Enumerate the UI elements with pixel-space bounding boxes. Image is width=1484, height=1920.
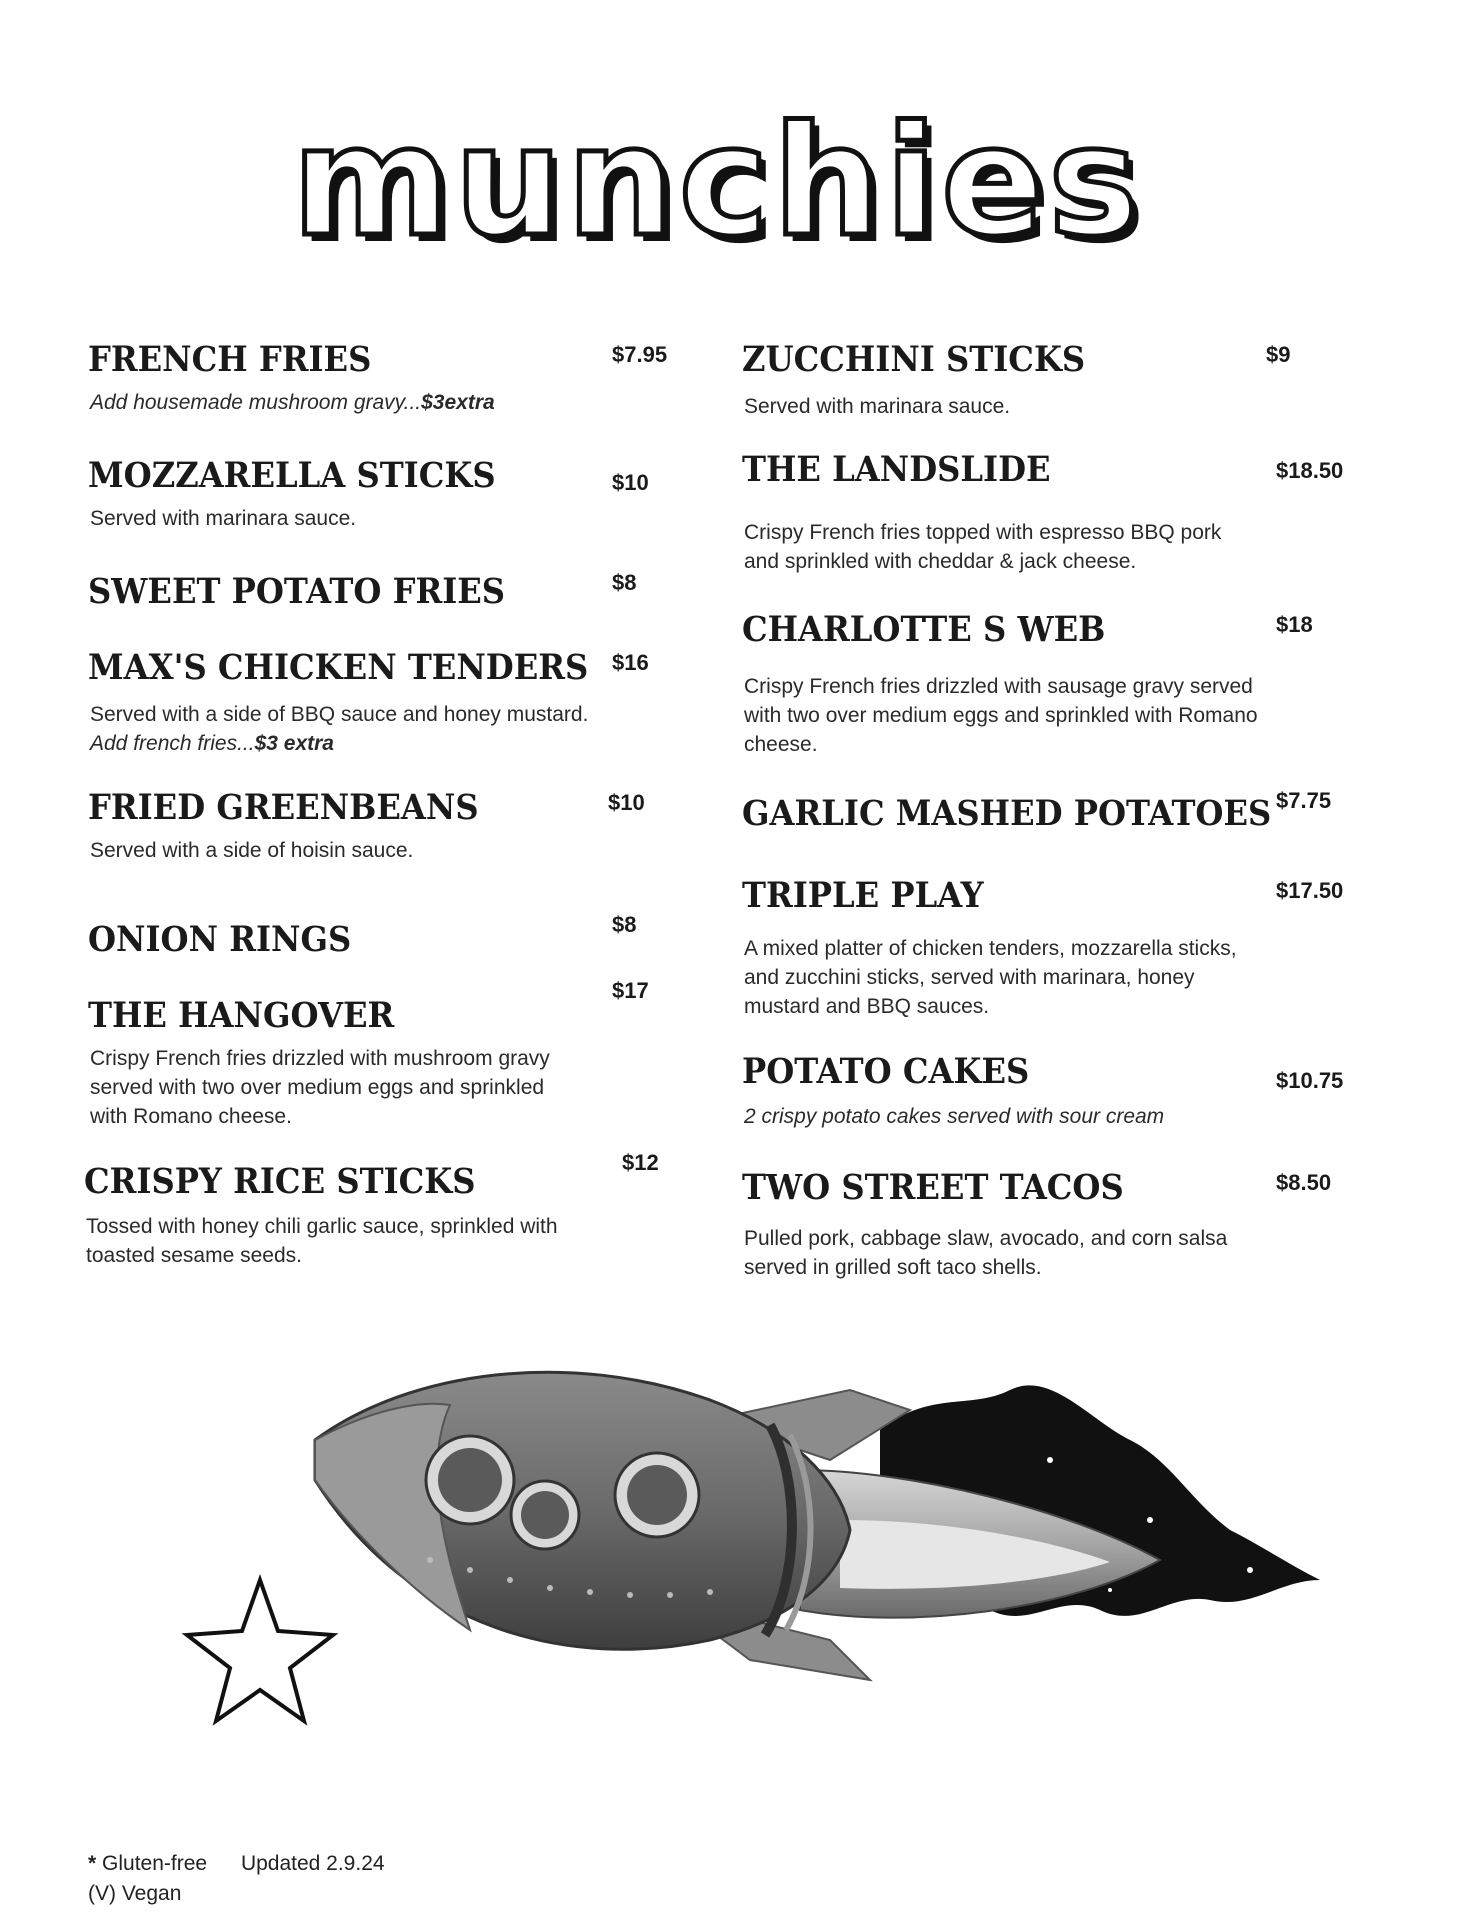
item-description: A mixed platter of chicken tenders, mozzarella sticks, and zucchini sticks, served with marinara, honey mustard and BBQ sauces. [744,937,1237,1018]
menu-item [88,572,678,622]
gluten-free-label: Gluten-free [102,1852,208,1875]
item-name: FRENCH FRIES [88,339,372,380]
footer-legend [88,1850,385,1878]
item-price: $8 [612,570,637,595]
item-description: Crispy French fries drizzled with mushroom gravy served with two over medium eggs and sprinkled with Romano cheese. [90,1047,550,1128]
menu-item [742,788,1362,844]
item-description: Served with marinara sauce. [744,395,1011,418]
rocket-illustration [150,1330,1350,1750]
item-note: Add french fries...$3 extra [90,732,334,755]
item-description: Served with marinara sauce. [90,507,357,530]
item-price: $10 [608,790,645,815]
item-description: Tossed with honey chili garlic sauce, sprinkled with toasted sesame seeds. [86,1215,558,1267]
item-price: $17.50 [1276,878,1344,903]
item-description: Crispy French fries topped with espresso BBQ pork and sprinkled with cheddar & jack cheese. [744,521,1222,573]
item-name: MAX'S CHICKEN TENDERS [88,647,589,688]
item-note: 2 crispy potato cakes served with sour cream [744,1105,1165,1128]
item-name: ONION RINGS [88,919,352,960]
item-price: $8 [612,912,637,937]
menu-item [88,340,678,420]
menu-item [84,1150,684,1272]
item-name: CRISPY RICE STICKS [84,1161,476,1202]
updated-date: Updated 2.9.24 [240,1852,385,1875]
item-description: Served with a side of hoisin sauce. [90,839,414,862]
menu-item [88,456,678,536]
menu-item [742,1052,1362,1132]
star-outline-icon [187,1580,333,1721]
item-price: $18.50 [1276,458,1344,483]
menu-item [742,450,1362,580]
item-price: $17 [612,978,649,1003]
vegan-legend: (V) Vegan [88,1882,182,1905]
item-name: MOZZARELLA STICKS [88,455,496,496]
item-name: THE LANDSLIDE [742,449,1051,490]
porthole-icon [511,1481,579,1549]
menu-title: munchies [292,93,1143,270]
item-name: FRIED GREENBEANS [88,787,479,828]
menu-item [742,610,1362,760]
item-price: $8.50 [1276,1170,1332,1195]
menu-item [742,1168,1362,1288]
item-price: $9 [1266,342,1291,367]
item-name: TWO STREET TACOS [742,1167,1124,1208]
item-price: $10.75 [1276,1068,1344,1093]
item-name: THE HANGOVER [88,995,395,1036]
menu-item [88,912,678,970]
item-name: ZUCCHINI STICKS [742,339,1086,380]
item-price: $7.95 [612,342,668,367]
item-name: TRIPLE PLAY [742,875,984,916]
item-name: POTATO CAKES [742,1051,1030,1092]
item-price: $18 [1276,612,1313,637]
item-name: SWEET POTATO FRIES [88,571,506,612]
menu-item [742,340,1362,420]
menu-item [88,648,678,758]
item-name: CHARLOTTE S WEB [742,609,1106,650]
item-price: $12 [622,1150,659,1175]
item-name: GARLIC MASHED POTATOES [742,793,1272,834]
item-price: $10 [612,470,649,495]
item-price: $16 [612,650,649,675]
porthole-icon [426,1436,514,1524]
item-price: $7.75 [1276,788,1332,813]
porthole-icon [615,1453,699,1537]
menu-item [742,876,1362,1016]
item-description: Served with a side of BBQ sauce and honey mustard. [90,703,589,726]
gluten-free-symbol: * [88,1852,97,1875]
menu-item [88,978,678,1136]
menu-item [88,788,678,868]
item-description: Pulled pork, cabbage slaw, avocado, and corn salsa served in grilled soft taco shells. [744,1227,1228,1279]
item-description: Crispy French fries drizzled with sausage gravy served with two over medium eggs and sprinkled with Romano cheese. [744,675,1258,756]
item-note: Add housemade mushroom gravy...$3extra [90,391,495,414]
